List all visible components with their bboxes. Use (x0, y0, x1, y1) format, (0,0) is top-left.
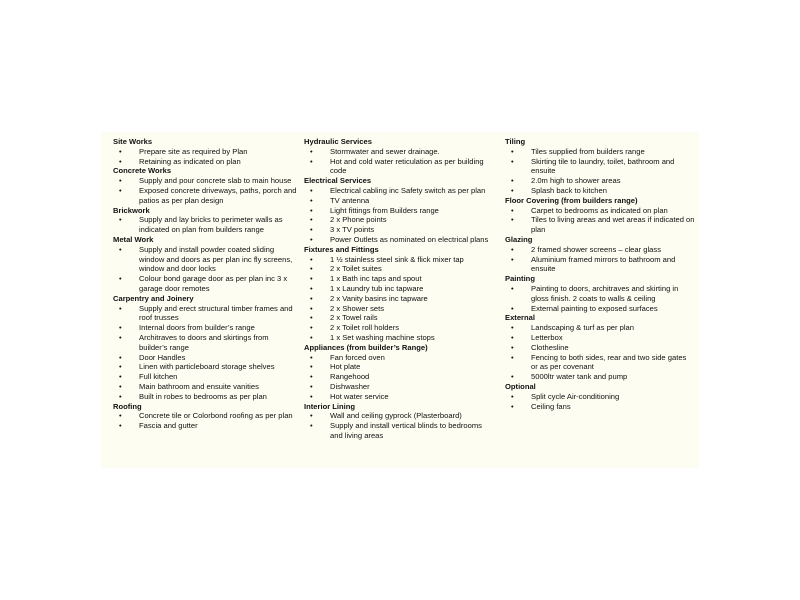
list-item: • Supply and pour concrete slab to main house (113, 176, 297, 186)
list-item: • 2 x Toilet suites (304, 264, 492, 274)
list-item: • Aluminium framed mirrors to bathroom and ensuite (505, 255, 695, 275)
list-item: • 2 framed shower screens – clear glass (505, 245, 695, 255)
column-2 (304, 137, 492, 441)
list-item: • Dishwasher (304, 382, 492, 392)
list-item: • Retaining as indicated on plan (113, 157, 297, 167)
section-list (505, 245, 695, 274)
section-heading: Interior Lining (304, 401, 356, 411)
list-item: • Linen with particleboard storage shelves (113, 362, 297, 372)
list-item: • Power Outlets as nominated on electrical plans (304, 235, 492, 245)
section-list (113, 245, 297, 294)
section-heading: Hydraulic Services (304, 137, 372, 146)
list-item: • Fascia and gutter (113, 421, 297, 431)
list-item: • 1 x Bath inc taps and spout (304, 274, 492, 284)
list-item: • Colour bond garage door as per plan inc 3 x garage door remotes (113, 274, 297, 294)
section-list (505, 323, 695, 382)
section-list (113, 411, 297, 431)
section-heading: Optional (505, 381, 536, 391)
list-item: • Main bathroom and ensuite vanities (113, 382, 297, 392)
list-item: • Internal doors from builder’s range (113, 323, 297, 333)
list-item: • 5000ltr water tank and pump (505, 372, 695, 382)
section-heading: Painting (505, 274, 535, 284)
list-item: • Stormwater and sewer drainage. (304, 147, 492, 157)
section-list (304, 147, 492, 176)
list-item: • Split cycle Air-conditioning (505, 392, 695, 402)
list-item: • Supply and install powder coated sliding window and doors as per plan inc fly screens, window and door locks (113, 245, 297, 274)
section-heading: Tiling (505, 137, 526, 146)
list-item: • Skirting tile to laundry, toilet, bathroom and ensuite (505, 157, 695, 177)
section-heading: Roofing (113, 401, 142, 411)
list-item: • Hot plate (304, 362, 492, 372)
section-list (304, 353, 492, 402)
list-item: • 1 ½ stainless steel sink & flick mixer tap (304, 255, 492, 265)
list-item: • Hot water service (304, 392, 492, 402)
list-item: • External painting to exposed surfaces (505, 304, 695, 314)
section-list (304, 411, 492, 440)
list-item: • TV antenna (304, 196, 492, 206)
section-heading: Site Works (113, 137, 153, 146)
section-list (113, 176, 297, 205)
list-item: • 1 x Laundry tub inc tapware (304, 284, 492, 294)
list-item: • Light fittings from Builders range (304, 206, 492, 216)
list-item: • Supply and install vertical blinds to bedrooms and living areas (304, 421, 492, 441)
list-item: • 2 x Towel rails (304, 313, 492, 323)
column-3 (505, 137, 695, 411)
list-item: • 2 x Vanity basins inc tapware (304, 294, 492, 304)
list-item: • Splash back to kitchen (505, 186, 695, 196)
list-item: • Architraves to doors and skirtings from builder’s range (113, 333, 297, 353)
section-heading: Metal Work (113, 234, 154, 244)
section-heading: Floor Covering (from builders range) (505, 195, 638, 205)
list-item: • 3 x TV points (304, 225, 492, 235)
section-heading: Glazing (505, 234, 533, 244)
section-heading: Brickwork (113, 205, 150, 215)
section-heading: Fixtures and Fittings (304, 244, 379, 254)
list-item: • Full kitchen (113, 372, 297, 382)
list-item: • Landscaping & turf as per plan (505, 323, 695, 333)
section-list (505, 392, 695, 412)
section-list (505, 147, 695, 196)
section-list (113, 215, 297, 235)
list-item: • Fan forced oven (304, 353, 492, 363)
section-heading: Carpentry and Joinery (113, 293, 194, 303)
list-item: • Letterbox (505, 333, 695, 343)
list-item: • Tiles to living areas and wet areas if indicated on plan (505, 215, 695, 235)
list-item: • Concrete tile or Colorbond roofing as per plan (113, 411, 297, 421)
section-list (505, 206, 695, 235)
section-list (304, 255, 492, 343)
column-1 (113, 137, 297, 431)
list-item: • Fencing to both sides, rear and two side gates or as per covenant (505, 353, 695, 373)
list-item: • 2 x Shower sets (304, 304, 492, 314)
list-item: • Clothesline (505, 343, 695, 353)
list-item: • 2.0m high to shower areas (505, 176, 695, 186)
section-list (113, 147, 297, 167)
section-list (113, 304, 297, 402)
list-item: • Tiles supplied from builders range (505, 147, 695, 157)
list-item: • 2 x Phone points (304, 215, 492, 225)
list-item: • Wall and ceiling gyprock (Plasterboard) (304, 411, 492, 421)
list-item: • Prepare site as required by Plan (113, 147, 297, 157)
section-list (505, 284, 695, 313)
list-item: • Supply and erect structural timber frames and roof trusses (113, 304, 297, 324)
list-item: • Door Handles (113, 353, 297, 363)
section-heading: Appliances (from builder’s Range) (304, 342, 428, 352)
list-item: • Painting to doors, architraves and skirting in gloss finish. 2 coats to walls & ceiling (505, 284, 695, 304)
list-item: • Ceiling fans (505, 402, 695, 412)
list-item: • 2 x Toilet roll holders (304, 323, 492, 333)
section-heading: External (505, 313, 535, 323)
section-heading: Electrical Services (304, 176, 372, 186)
list-item: • Hot and cold water reticulation as per building code (304, 157, 492, 177)
list-item: • Electrical cabling inc Safety switch as per plan (304, 186, 492, 196)
list-item: • Rangehood (304, 372, 492, 382)
list-item: • Supply and lay bricks to perimeter walls as indicated on plan from builders range (113, 215, 297, 235)
list-item: • Built in robes to bedrooms as per plan (113, 392, 297, 402)
inclusions-sheet (101, 132, 699, 468)
section-list (304, 186, 492, 245)
list-item: • Exposed concrete driveways, paths, porch and patios as per plan design (113, 186, 297, 206)
list-item: • 1 x Set washing machine stops (304, 333, 492, 343)
list-item: • Carpet to bedrooms as indicated on plan (505, 206, 695, 216)
section-heading: Concrete Works (113, 166, 172, 176)
